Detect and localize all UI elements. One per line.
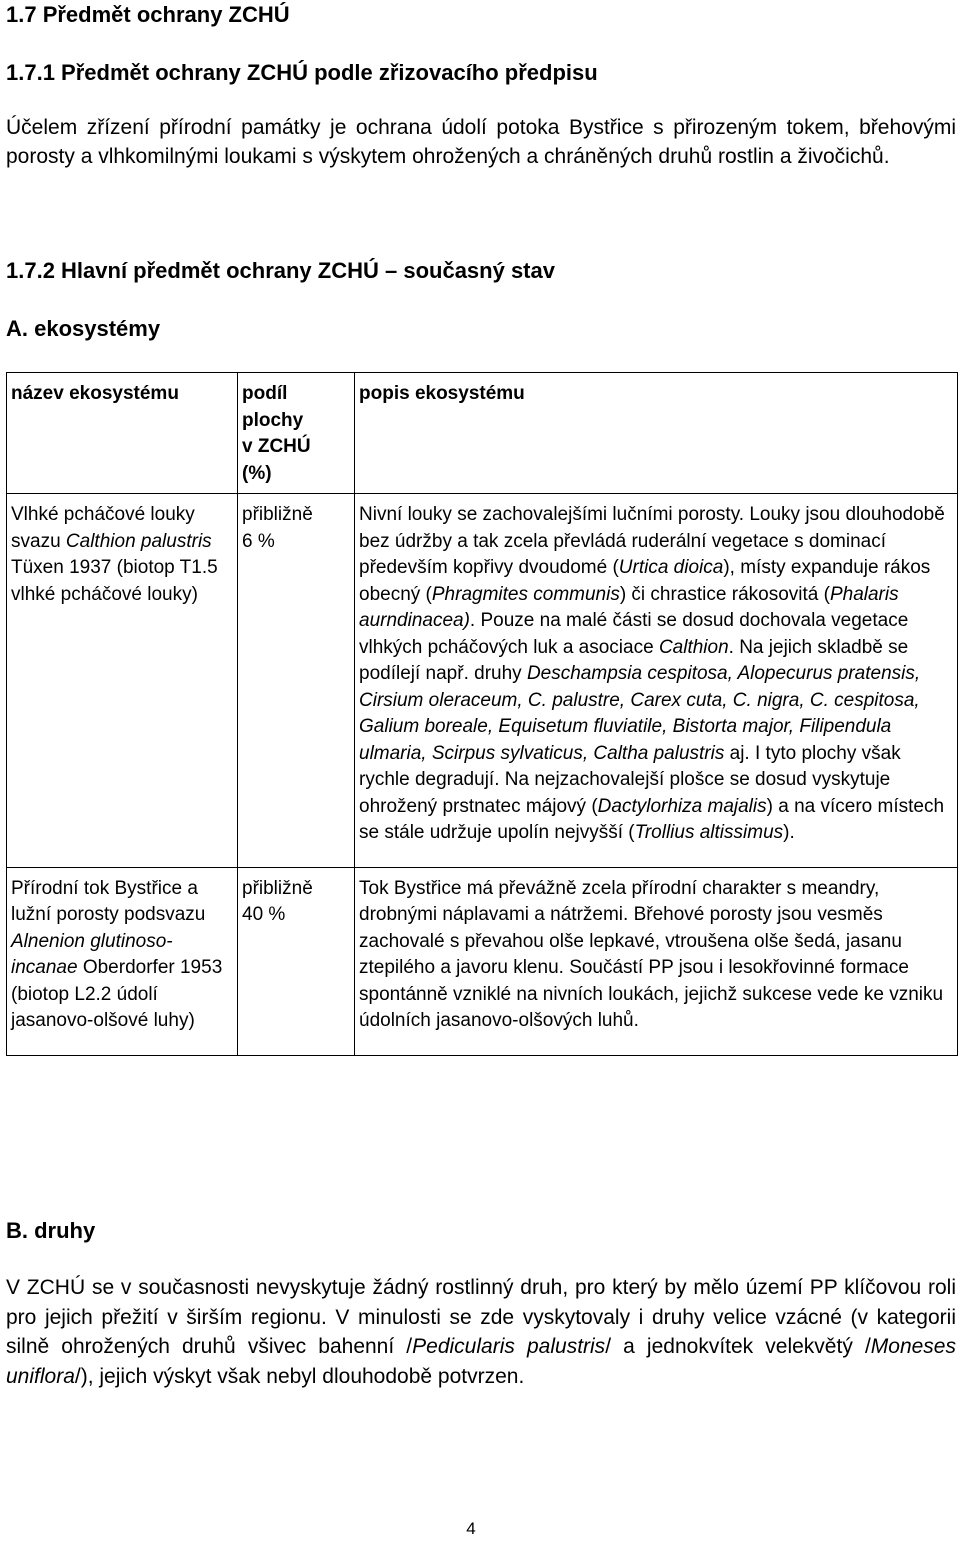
text-run: Oberdorfer 1953 (biotop L2.2 údolí jasanovo-olšové luhy) — [11, 957, 223, 1031]
section-b-heading: B. druhy — [6, 1218, 96, 1243]
closing-paragraph — [6, 1273, 956, 1391]
text-run: V ZCHÚ se v současnosti nevyskytuje žádný rostlinný druh, pro který by mělo území PP klíčovou roli pro jejich přežití v širším regionu. V minulosti se zde vyskytovaly i druhy velice vzácné (v kategorii silně ohrožených druhů všivec bahenní / — [6, 1276, 956, 1358]
italic-text: Phragmites communis — [431, 583, 620, 605]
italic-text: Alnenion glutinoso-incanae — [11, 930, 173, 978]
area-share-cell — [238, 867, 355, 1055]
text-run: ). — [783, 822, 795, 843]
text-run: /), jejich výskyt však nebyl dlouhodobě potvrzen. — [74, 1364, 525, 1388]
text-run: ) a na vícero místech se stále udržuje upolín nejvyšší ( — [359, 795, 945, 843]
page-number: 4 — [466, 1519, 476, 1538]
area-share-cell — [238, 494, 355, 868]
text-run: Vlhké pcháčové louky svazu — [11, 504, 195, 552]
section-a-heading: A. ekosystémy — [6, 316, 161, 341]
italic-text: Urtica dioica — [618, 557, 724, 578]
ecosystem-table — [6, 372, 958, 1056]
area-share-line: přibližně — [242, 504, 313, 525]
italic-text: Calthion — [658, 636, 729, 658]
text-run: ), místy expanduje rákos obecný ( — [359, 557, 931, 605]
table-row — [7, 494, 958, 868]
text-run: Tok Bystřice má převážně zcela přírodní charakter s meandry, drobnými náplavami a nátržemi. Břehové porosty jsou vesměs zachovalé s převahou olše lepkavé, vtroušena olše šedá, jasanu ztepilého a javoru klenu. Součástí PP jsou i lesokřovinné formace spontánně vzniklé na nivních loukách, jejichž sukcese vede ke vzniku údolních jasanovo-olšových luhů. — [359, 877, 944, 1031]
intro-paragraph: Účelem zřízení přírodní památky je ochrana údolí potoka Bystřice s přirozeným tokem, břehovými porosty a vlhkomilnými loukami s výskytem ohrožených a chráněných druhů rostlin a živočichů. — [6, 116, 956, 168]
italic-text: Phalaris aurndinacea) — [359, 583, 899, 631]
italic-text: Deschampsia cespitosa, Alopecurus pratensis, Cirsium oleraceum, C. palustre, Carex cuta, C. nigra, C. cespitosa, Galium boreale, Equisetum fluviatile, Bistorta major, Filipendula ulmaria, Scirpus sylvaticus, Caltha palustris — [359, 663, 921, 764]
italic-text: Dactylorhiza majalis — [597, 795, 767, 817]
italic-text: Trollius altissimus — [634, 822, 784, 843]
area-share-line: přibližně — [242, 877, 313, 899]
area-share-line: 6 % — [242, 530, 275, 552]
text-run: Přírodní tok Bystřice a lužní porosty podsvazu — [11, 877, 206, 925]
text-run: aj. I tyto plochy však rychle degradují. Na nejzachovalejší plošce se dosud vyskytuje ohrožený prstnatec májový ( — [359, 742, 901, 817]
heading-1-7-2: 1.7.2 Hlavní předmět ochrany ZCHÚ – současný stav — [6, 258, 555, 283]
area-share-line: 40 % — [242, 904, 286, 925]
table-row — [7, 867, 958, 1055]
header-share-line: (%) — [242, 462, 272, 484]
text-run: / a jednokvítek velekvětý / — [605, 1335, 871, 1358]
text-run: . Na jejich skladbě se podílejí např. druhy — [359, 636, 909, 684]
text-run: ) či chrastice rákosovitá ( — [619, 583, 830, 605]
header-name: název ekosystému — [7, 373, 238, 494]
header-share-line: plochy — [242, 409, 304, 431]
text-run: Nivní louky se zachovalejšími lučními porosty. Louky jsou dlouhodobě bez údržby a tak zcela převládá ruderální vegetace s dominací především kopřivy dvoudomé ( — [359, 504, 945, 578]
italic-text: Moneses uniflora — [6, 1335, 956, 1388]
header-share-line: v ZCHÚ — [242, 436, 311, 457]
italic-text: Pedicularis palustris — [412, 1335, 606, 1358]
ecosystem-description-cell — [355, 494, 958, 868]
table-header-row — [7, 373, 958, 494]
ecosystem-name-cell — [7, 494, 238, 868]
text-run: Tüxen 1937 (biotop T1.5 vlhké pcháčové louky) — [11, 557, 218, 605]
text-run: . Pouze na malé části se dosud dochovala vegetace vlhkých pcháčových luk a asociace — [359, 610, 909, 658]
heading-1-7-1: 1.7.1 Předmět ochrany ZCHÚ podle zřizovacího předpisu — [6, 60, 598, 85]
header-share-line: podíl — [242, 383, 288, 404]
heading-1-7: 1.7 Předmět ochrany ZCHÚ — [6, 2, 290, 27]
ecosystem-name-cell — [7, 867, 238, 1055]
italic-text: Calthion palustris — [65, 530, 212, 552]
header-share — [238, 373, 355, 494]
header-description: popis ekosystému — [355, 373, 958, 494]
ecosystem-description-cell — [355, 867, 958, 1055]
